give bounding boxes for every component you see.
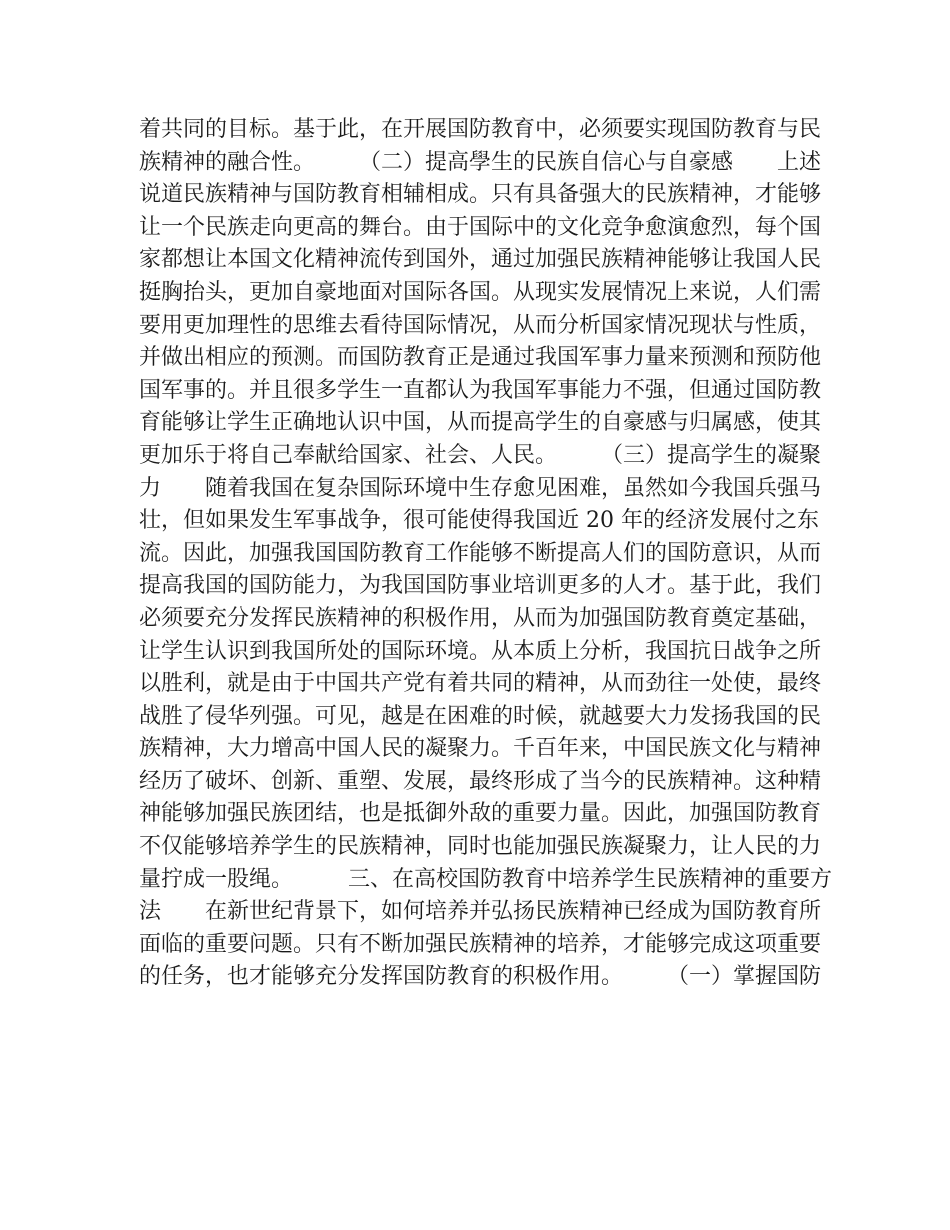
text-line: 育能够让学生正确地认识中国，从而提高学生的自豪感与归属感，使其 [139, 410, 822, 436]
text-line: 挺胸抬头，更加自豪地面对国际各国。从现实发展情况上来说，人们需 [139, 279, 822, 305]
text-line: 力 随着我国在复杂国际环境中生存愈见困难，虽然如今我国兵强马 [139, 475, 822, 501]
text-line: 家都想让本国文化精神流传到国外，通过加强民族精神能够让我国人民 [139, 247, 822, 273]
text-line: 以胜利，就是由于中国共产党有着共同的精神，从而劲往一处使，最终 [139, 671, 822, 697]
text-line: 着共同的目标。基于此，在开展国防教育中，必须要实现国防教育与民 [139, 117, 822, 142]
text-line: 族精神的融合性。 （二）提高學生的民族自信心与自豪感 上述 [139, 149, 822, 175]
text-line: 的任务，也才能够充分发挥国防教育的积极作用。 （一）掌握国防 [139, 964, 822, 990]
text-line: 法 在新世纪背景下，如何培养并弘扬民族精神已经成为国防教育所 [139, 899, 822, 925]
text-line: 提高我国的国防能力，为我国国防事业培训更多的人才。基于此，我们 [139, 573, 822, 599]
document-body [139, 114, 833, 994]
text-line: 不仅能够培养学生的民族精神，同时也能加强民族凝聚力，让人民的力 [139, 834, 822, 860]
text-line: 让一个民族走向更高的舞台。由于国际中的文化竞争愈演愈烈，每个国 [139, 214, 822, 240]
text-line: 并做出相应的预测。而国防教育正是通过我国军事力量来预测和预防他 [139, 345, 822, 371]
text-line: 神能够加强民族团结，也是抵御外敌的重要力量。因此，加强国防教育 [139, 801, 822, 827]
text-line: 流。因此，加强我国国防教育工作能够不断提高人们的国防意识，从而 [139, 540, 822, 566]
text-line: 量拧成一股绳。 三、在高校国防教育中培养学生民族精神的重要方 [139, 866, 833, 892]
text-line: 说道民族精神与国防教育相辅相成。只有具备强大的民族精神，才能够 [139, 182, 822, 208]
text-line: 族精神，大力增高中国人民的凝聚力。千百年来，中国民族文化与精神 [139, 736, 822, 762]
text-line: 经历了破坏、创新、重塑、发展，最终形成了当今的民族精神。这种精 [139, 768, 822, 794]
text-line: 必须要充分发挥民族精神的积极作用，从而为加强国防教育奠定基础， [139, 605, 822, 631]
text-line: 要用更加理性的思维去看待国际情况，从而分析国家情况现状与性质， [139, 312, 822, 338]
text-line: 壮，但如果发生军事战争，很可能使得我国近 20 年的经济发展付之东 [139, 508, 819, 534]
text-line: 战胜了侵华列强。可见，越是在困难的时候，就越要大力发扬我国的民 [139, 703, 822, 729]
text-line: 面临的重要问题。只有不断加强民族精神的培养，才能够完成这项重要 [139, 931, 822, 957]
text-line: 让学生认识到我国所处的国际环境。从本质上分析，我国抗日战争之所 [139, 638, 822, 664]
text-line: 更加乐于将自己奉献给国家、社会、人民。 （三）提高学生的凝聚 [139, 442, 822, 468]
text-line: 国军事的。并且很多学生一直都认为我国军事能力不强，但通过国防教 [139, 377, 822, 403]
